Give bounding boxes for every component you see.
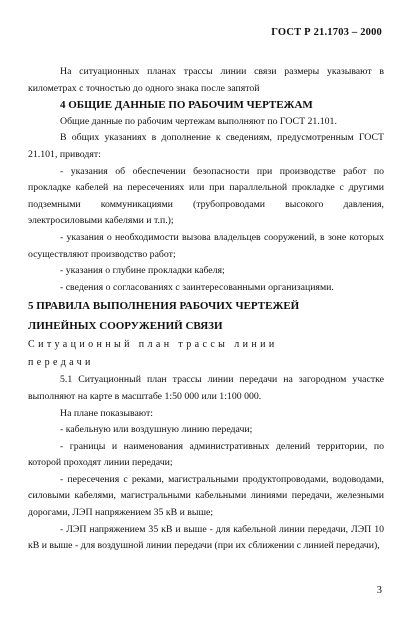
intro-paragraph: На ситуационных планах трассы линии связи размеры указывают в километрах с точностью до одного знака после запятой xyxy=(28,66,384,94)
section-5-list-item: - пересечения с реками, магистральными продуктопроводами, водоводами, силовыми кабелями, магистральными кабельными линиями передачи, железными дорогами, ЛЭП напряжением 35 кВ и выше; xyxy=(28,473,384,519)
section-5-subheading-line1: Ситуационный план трассы линии xyxy=(28,339,278,351)
section-5-heading xyxy=(28,296,384,336)
section-5-list-item: - кабельную или воздушную линию передачи; xyxy=(60,424,253,436)
section-4-heading: 4 ОБЩИЕ ДАННЫЕ ПО РАБОЧИМ ЧЕРТЕЖАМ xyxy=(60,99,313,112)
section-5-paragraph: 5.1 Ситуационный план трассы линии передачи на загородном участке выполняют на карте в масштабе 1:50 000 или 1:100 000. xyxy=(28,374,384,402)
section-4-paragraph: - указания о необходимости вызова владельцев сооружений, в зоне которых осуществляют производство работ; xyxy=(28,231,384,260)
section-4-paragraph: Общие данные по рабочим чертежам выполняют по ГОСТ 21.101. xyxy=(60,115,337,127)
page-number: 3 xyxy=(376,585,382,596)
section-5-list-item: - ЛЭП напряжением 35 кВ и выше - для кабельной линии передачи, ЛЭП 10 кВ и выше - для воздушной линии передачи (при их сближении с линией передачи), xyxy=(28,523,384,552)
section-4-list-item: - сведения о согласованиях с заинтересованными организациями. xyxy=(60,281,334,293)
section-4-paragraph: - указания об обеспечении безопасности при производстве работ по прокладке кабелей на пересечениях или при параллельной прокладке с другими подземными коммуникациями (трубопроводами высокого давления, электросиловыми кабелями и т.п.); xyxy=(28,165,384,227)
document-code-header: ГОСТ Р 21.1703 – 2000 xyxy=(271,27,382,38)
section-5-subheading-line2: передачи xyxy=(28,357,94,369)
document-body xyxy=(28,64,384,555)
section-5-paragraph: На плане показывают: xyxy=(60,407,153,419)
section-5-heading-line1: 5 ПРАВИЛА ВЫПОЛНЕНИЯ РАБОЧИХ ЧЕРТЕЖЕЙ xyxy=(28,300,300,313)
section-4-list-item: - указания о глубине прокладки кабеля; xyxy=(60,265,225,277)
section-4-paragraph: В общих указаниях в дополнение к сведениям, предусмотренным ГОСТ 21.101, приводят: xyxy=(28,132,384,160)
section-5-list-item: - границы и наименования административных делений территории, по которой проходят линии передачи; xyxy=(28,440,384,469)
section-5-heading-line2: ЛИНЕЙНЫХ СООРУЖЕНИЙ СВЯЗИ xyxy=(28,320,223,333)
section-5-subheading xyxy=(28,336,384,372)
